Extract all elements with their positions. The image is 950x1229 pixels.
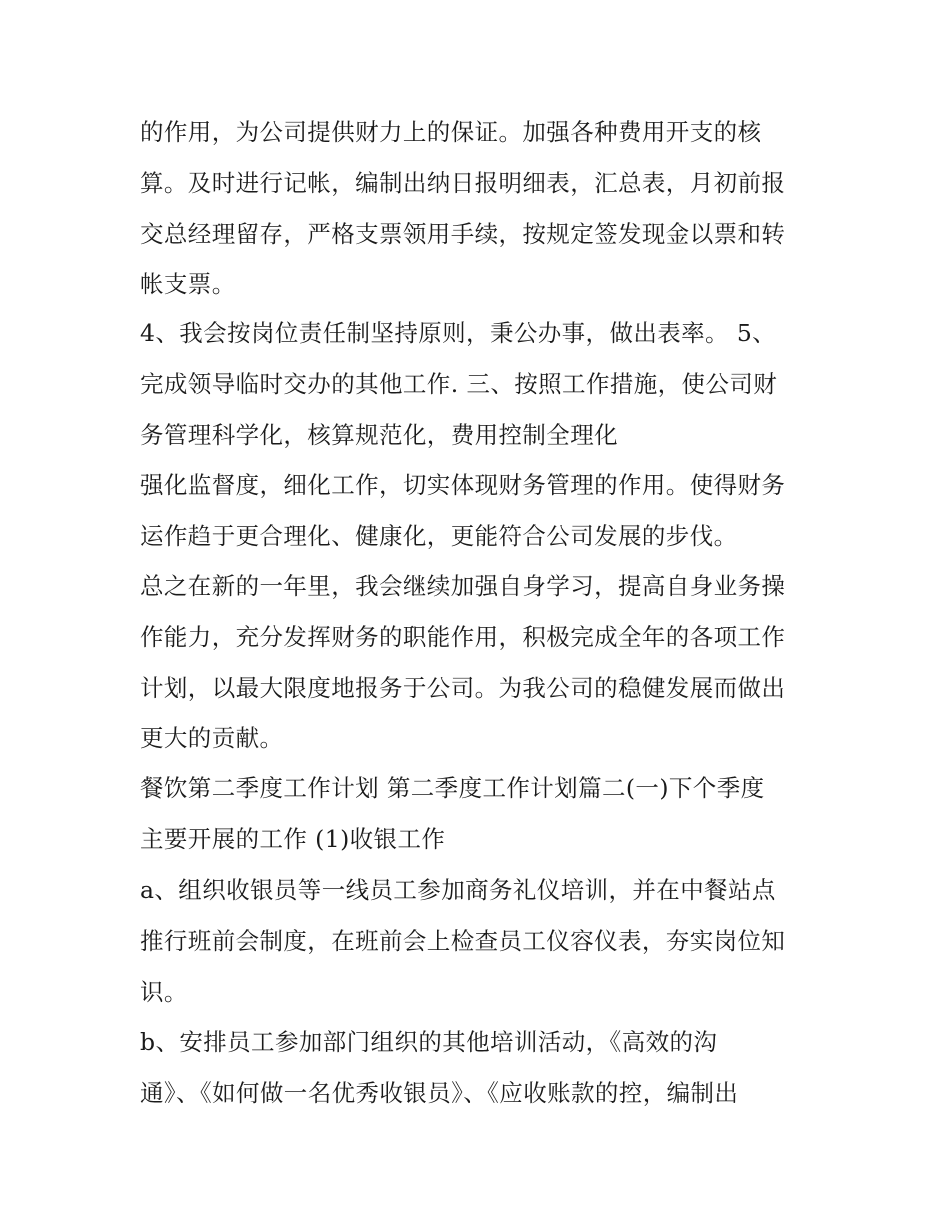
text-line: 4、我会按岗位责任制坚持原则，秉公办事，做出表率。 5、 bbox=[140, 319, 777, 347]
text-line: 识。 bbox=[140, 978, 188, 1006]
text-line: 更大的贡献。 bbox=[140, 724, 284, 752]
text-line: a、组织收银员等一线员工参加商务礼仪培训，并在中餐站点 bbox=[140, 876, 776, 904]
text-line: 完成领导临时交办的其他工作. 三、按照工作措施，使公司财 bbox=[140, 370, 778, 398]
text-line: 的作用，为公司提供财力上的保证。加强各种费用开支的核 bbox=[140, 118, 762, 146]
text-line: 运作趋于更合理化、健康化，更能符合公司发展的步伐。 bbox=[140, 522, 738, 550]
text-line: 务管理科学化，核算规范化，费用控制全理化 bbox=[140, 421, 618, 449]
text-line: 通》、《如何做一名优秀收银员》、《应收账款的控，编制出 bbox=[140, 1079, 739, 1107]
text-line: 计划，以最大限度地报务于公司。为我公司的稳健发展而做出 bbox=[140, 674, 786, 702]
text-line: 算。及时进行记帐，编制出纳日报明细表，汇总表，月初前报 bbox=[140, 169, 786, 197]
text-line: 强化监督度，细化工作，切实体现财务管理的作用。使得财务 bbox=[140, 471, 786, 499]
text-line: b、安排员工参加部门组织的其他培训活动，《高效的沟 bbox=[140, 1028, 718, 1056]
text-line: 主要开展的工作 (1)收银工作 bbox=[140, 825, 446, 853]
text-line: 帐支票。 bbox=[140, 270, 236, 298]
text-line: 餐饮第二季度工作计划 第二季度工作计划篇二(一)下个季度 bbox=[140, 774, 765, 802]
text-line: 作能力，充分发挥财务的职能作用，积极完成全年的各项工作 bbox=[140, 623, 786, 651]
text-line: 总之在新的一年里，我会继续加强自身学习，提高自身业务操 bbox=[140, 572, 786, 600]
text-line: 推行班前会制度，在班前会上检查员工仪容仪表，夯实岗位知 bbox=[140, 927, 786, 955]
text-line: 交总经理留存，严格支票领用手续，按规定签发现金以票和转 bbox=[140, 220, 786, 248]
